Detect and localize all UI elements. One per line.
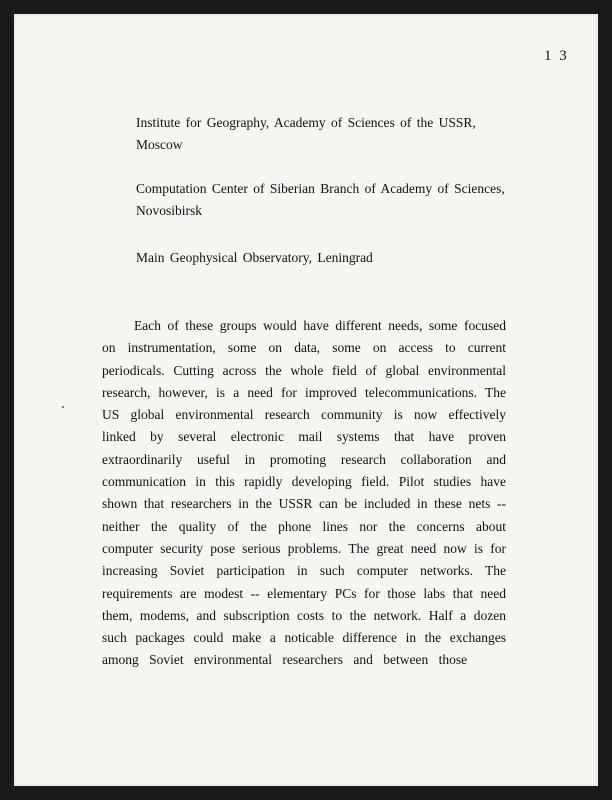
institution-geography — [136, 112, 476, 156]
institution-line: Main Geophysical Observatory, Leningrad — [136, 250, 373, 265]
institution-geophysical-observatory — [136, 247, 373, 269]
paper-speck — [62, 406, 64, 408]
paragraph-line: requirements are modest -- elementary PCs for those labs that need — [102, 585, 506, 601]
paragraph-line: communication in this rapidly developing field. Pilot studies have — [102, 474, 506, 490]
institution-line: Moscow — [136, 137, 183, 152]
paragraph-line: periodicals. Cutting across the whole field of global environmental — [102, 362, 506, 378]
paragraph-line: computer security pose serious problems. The great need now is for — [102, 540, 506, 556]
paragraph-line: linked by several electronic mail systems that have proven — [102, 429, 506, 445]
paragraph-line: neither the quality of the phone lines nor the concerns about — [102, 518, 506, 534]
paragraph-line: such packages could make a noticable difference in the exchanges — [102, 630, 506, 646]
page-number: 1 3 — [544, 48, 569, 64]
paragraph-line: Each of these groups would have different needs, some focused — [134, 318, 506, 333]
paragraph-line: increasing Soviet participation in such computer networks. The — [102, 563, 506, 579]
institution-line: Institute for Geography, Academy of Sciences of the USSR, — [136, 115, 476, 130]
paragraph-line: among Soviet environmental researchers and between those — [102, 652, 468, 668]
paragraph-line: them, modems, and subscription costs to the network. Half a dozen — [102, 607, 506, 623]
body-paragraph — [102, 315, 506, 672]
institution-line: Computation Center of Siberian Branch of Academy of Sciences, — [136, 181, 505, 196]
paragraph-line: on instrumentation, some on data, some on access to current — [102, 340, 506, 356]
paragraph-line: shown that researchers in the USSR can be included in these nets -- — [102, 496, 506, 512]
paragraph-line: US global environmental research community is now effectively — [102, 407, 506, 423]
document-page — [14, 14, 598, 786]
paragraph-line: research, however, is a need for improved telecommunications. The — [102, 384, 506, 400]
institution-computation-center — [136, 178, 505, 222]
institution-line: Novosibirsk — [136, 203, 203, 218]
paragraph-line: extraordinarily useful in promoting research collaboration and — [102, 451, 506, 467]
